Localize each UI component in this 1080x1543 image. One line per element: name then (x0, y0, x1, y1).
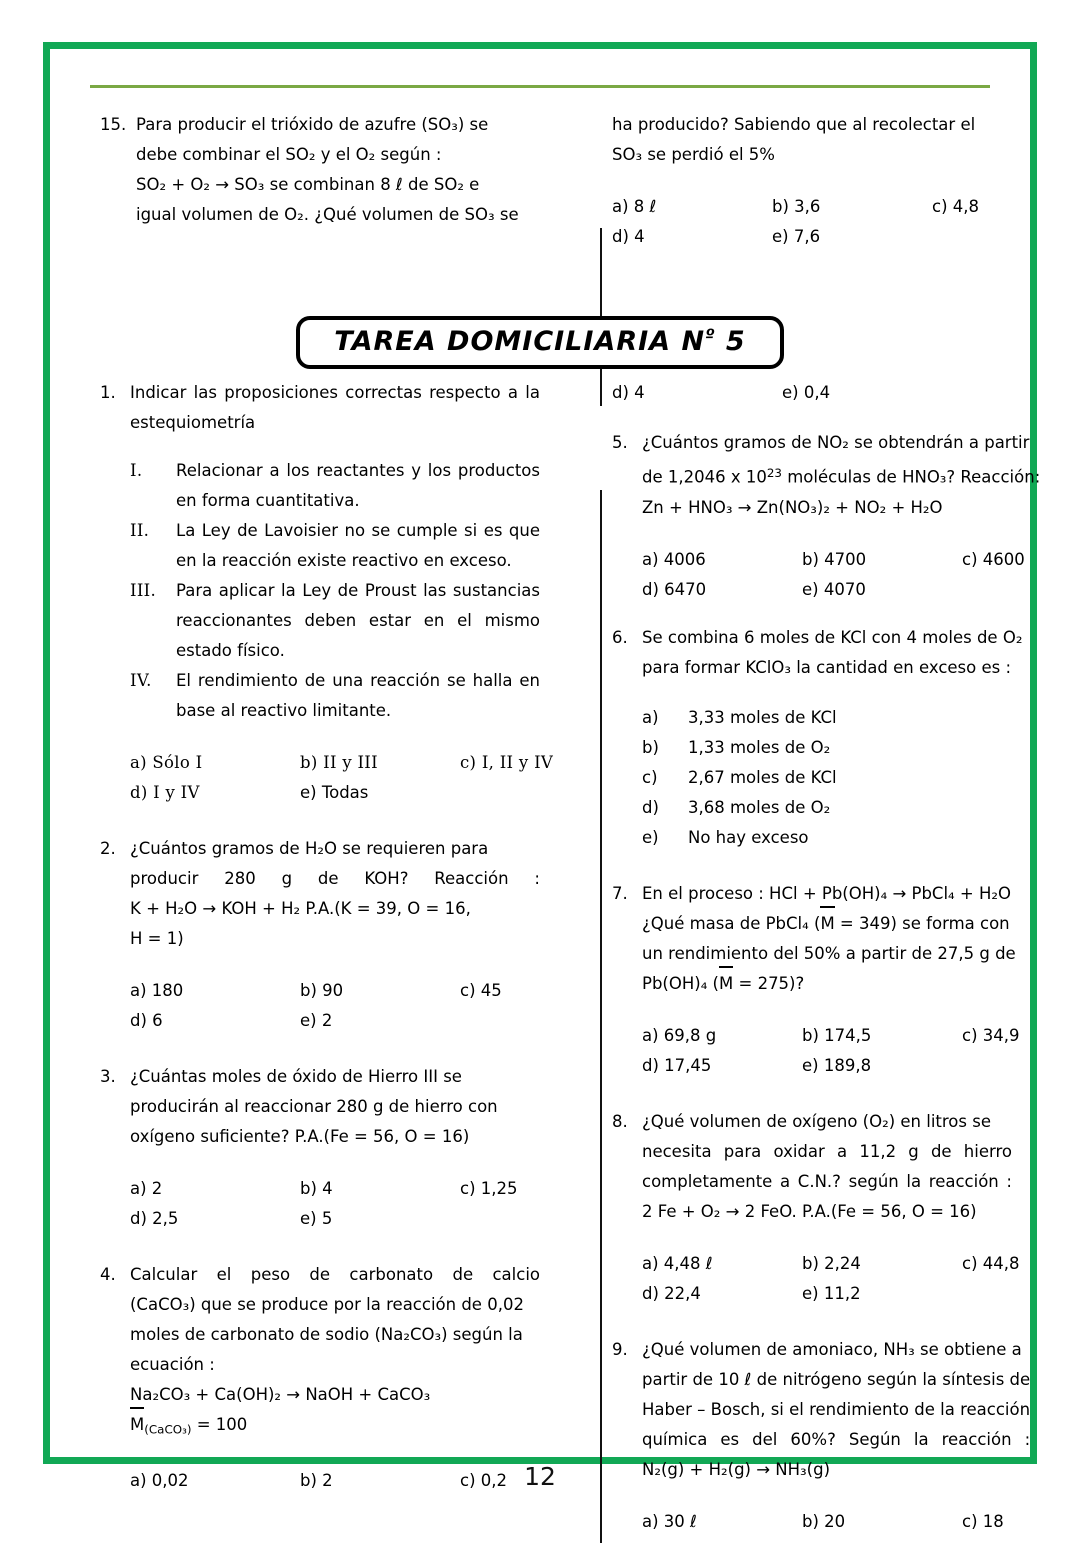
question-5-line2 (642, 458, 1040, 493)
proposition-ii-label: II. (130, 521, 150, 540)
option-d[interactable]: d) I y IV (130, 783, 200, 802)
question-4-line4: ecuación : (130, 1355, 215, 1374)
question-1-propositions (130, 456, 540, 726)
question-5 (612, 428, 1041, 605)
question-1-body (130, 378, 554, 808)
question-7-number: 7. (612, 883, 628, 903)
question-9-line1: ¿Qué volumen de amoniaco, NH₃ se obtiene a (642, 1339, 1022, 1359)
option-c[interactable]: c) I, II y IV (460, 753, 554, 772)
question-2 (100, 834, 540, 1036)
option-b[interactable]: b) II y III (300, 753, 378, 772)
question-8-line3: completamente a C.N.? según la reacción : (642, 1171, 1012, 1191)
molar-mass-symbol: M (820, 909, 834, 939)
option-a[interactable]: a) 4006 (642, 549, 706, 569)
question-3-number: 3. (100, 1067, 116, 1086)
option-e[interactable]: e) 0,4 (782, 383, 831, 402)
option-a[interactable]: a) 0,02 (130, 1471, 189, 1491)
question-4-line3: moles de carbonato de sodio (Na₂CO₃) según la (130, 1325, 523, 1344)
question-1-stem: Indicar las proposiciones correctas respecto a la estequiometría (130, 383, 540, 432)
question-5-options-row2 (642, 575, 1040, 605)
proposition-iii-label: III. (130, 581, 156, 600)
right-column (612, 378, 1041, 1543)
question-2-options-row2 (130, 1006, 540, 1036)
option-b-text: 1,33 moles de O₂ (688, 737, 831, 757)
question-2-options-row1 (130, 976, 540, 1006)
option-b[interactable]: b) 90 (300, 981, 344, 1000)
option-a[interactable]: a) 2 (130, 1179, 163, 1198)
question-7-line1: En el proceso : HCl + Pb(OH)₄ → PbCl₄ + H₂O (642, 883, 1011, 903)
option-e[interactable]: e) 4070 (802, 579, 866, 599)
question-4 (100, 1260, 540, 1496)
molar-mass-subscript: (CaCO₃) (144, 1422, 192, 1437)
top-right-column (612, 110, 1012, 252)
option-a[interactable]: a) 4,48 ℓ (642, 1253, 713, 1273)
option-e[interactable]: e) 189,8 (802, 1055, 872, 1075)
option-b[interactable]: b) 2 (300, 1471, 333, 1491)
option-b[interactable]: b) 4 (300, 1179, 333, 1198)
option-b[interactable]: b) 2,24 (802, 1253, 861, 1273)
question-7-line2a: ¿Qué masa de PbCl₄ ( (642, 913, 821, 933)
question-7-body (642, 879, 1020, 1081)
option-c[interactable]: c) 34,9 (962, 1025, 1020, 1045)
question-5-line1: ¿Cuántos gramos de NO₂ se obtendrán a partir (642, 433, 1030, 452)
question-3-line1: ¿Cuántas moles de óxido de Hierro III se (130, 1067, 462, 1086)
question-3-line2: producirán al reaccionar 280 g de hierro con (130, 1097, 498, 1116)
column-divider-bottom (600, 490, 602, 1543)
option-e-key: e) (642, 827, 659, 847)
option-d[interactable]: d) 6 (130, 1011, 163, 1030)
question-1-options-row2 (130, 778, 540, 808)
option-e[interactable]: e) Todas (300, 783, 369, 802)
question-9-options-row1 (642, 1507, 1030, 1537)
question-7-line3: un rendimiento del 50% a partir de 27,5 g de (642, 943, 1016, 963)
option-c-text: 2,67 moles de KCl (688, 767, 837, 787)
question-1 (100, 378, 554, 808)
question-9-line4: química es del 60%? Según la reacción : (642, 1429, 1031, 1449)
option-e[interactable]: e) 11,2 (802, 1283, 861, 1303)
question-6-line1: Se combina 6 moles de KCl con 4 moles de O₂ (642, 627, 1023, 647)
question-4-body (130, 1260, 540, 1496)
question-1-options-row1 (130, 748, 554, 778)
proposition-i-text: Relacionar a los reactantes y los productos en forma cuantitativa. (176, 461, 540, 510)
banner-number: 5 (715, 326, 746, 358)
option-d[interactable]: d) 4 (612, 227, 645, 246)
question-7-line2 (642, 909, 1016, 939)
question-9-line2: partir de 10 ℓ de nitrógeno según la síntesis de (642, 1369, 1031, 1389)
page-number: 12 (524, 1462, 556, 1491)
question-9-body (642, 1335, 1030, 1537)
section-banner (296, 316, 783, 369)
question-8-body (642, 1107, 1020, 1309)
question-7-line4a: Pb(OH)₄ ( (642, 973, 719, 993)
option-c[interactable]: c) 4,8 (932, 197, 979, 216)
question-3-options-row2 (130, 1204, 540, 1234)
option-b-key: b) (642, 737, 659, 757)
question-2-body (130, 834, 540, 1036)
question-6 (612, 623, 1023, 853)
question-1-number: 1. (100, 383, 116, 402)
question-4-options-row2 (612, 378, 1012, 408)
molar-mass-symbol-2: M (719, 969, 733, 999)
option-c[interactable]: c) 0,2 (460, 1471, 507, 1491)
banner-ordinal: º (705, 325, 716, 345)
question-15-continuation (612, 110, 1012, 252)
question-8-number: 8. (612, 1111, 628, 1131)
option-a-text: 3,33 moles de KCl (688, 707, 837, 727)
question-2-number: 2. (100, 839, 116, 858)
question-5-line3: Zn + HNO₃ → Zn(NO₃)₂ + NO₂ + H₂O (642, 497, 943, 517)
question-3-line3: oxígeno suficiente? P.A.(Fe = 56, O = 16) (130, 1127, 470, 1146)
question-3-options-row1 (130, 1174, 540, 1204)
question-15-line4: igual volumen de O₂. ¿Qué volumen de SO₃ se (136, 205, 519, 224)
question-5-exponent: 23 (766, 466, 782, 480)
question-7-line2b: = 349) se forma con (834, 913, 1010, 933)
question-5-options-row1 (642, 545, 1040, 575)
option-d[interactable]: d) 2,5 (130, 1209, 179, 1228)
question-8-options-row2 (642, 1279, 1012, 1309)
option-d[interactable]: d) 6470 (642, 579, 707, 599)
option-a-key: a) (642, 707, 659, 727)
question-15-number: 15. (100, 115, 127, 134)
page-content (60, 110, 1041, 1531)
option-c[interactable]: c) 4600 (962, 549, 1025, 569)
question-5-body (642, 428, 1040, 605)
question-2-line4: H = 1) (130, 929, 184, 948)
question-5-line2b: moléculas de HNO₃? Reacción: (781, 467, 1041, 487)
question-15 (100, 110, 540, 230)
option-c-key: c) (642, 767, 658, 787)
option-d-text: 3,68 moles de O₂ (688, 797, 831, 817)
option-a[interactable]: a) 30 ℓ (642, 1511, 697, 1531)
question-9-number: 9. (612, 1339, 628, 1359)
question-15-options-row2 (612, 222, 1012, 252)
option-d[interactable]: d) 22,4 (642, 1283, 701, 1303)
option-e[interactable]: e) 2 (300, 1011, 333, 1030)
question-4-molar-mass (130, 1410, 540, 1444)
proposition-i-label: I. (130, 461, 143, 480)
question-7-line4b: = 275)? (733, 973, 805, 993)
question-5-line2a: de 1,2046 x 10 (642, 467, 767, 487)
question-7-options-row2 (642, 1051, 1016, 1081)
question-5-number: 5. (612, 433, 628, 452)
option-a[interactable]: a) Sólo I (130, 753, 203, 772)
proposition-i (130, 456, 540, 516)
question-6-number: 6. (612, 627, 628, 647)
option-c[interactable]: c) 18 (962, 1511, 1004, 1531)
question-15-cont-line2: SO₃ se perdió el 5% (612, 145, 775, 164)
option-d-key: d) (642, 797, 659, 817)
banner-text: TAREA DOMICILIARIA N (334, 326, 706, 358)
option-b[interactable]: b) 3,6 (772, 197, 821, 216)
proposition-ii-text: La Ley de Lavoisier no se cumple si es que en la reacción existe reactivo en exceso. (176, 521, 540, 570)
option-a[interactable]: a) 180 (130, 981, 184, 1000)
proposition-iii-text: Para aplicar la Ley de Proust las sustancias reaccionantes deben estar en el mismo estado físico. (176, 581, 540, 660)
molar-mass-symbol: M (130, 1410, 144, 1440)
question-15-line3: SO₂ + O₂ → SO₃ se combinan 8 ℓ de SO₂ e (136, 175, 480, 194)
question-8-options-row1 (642, 1249, 1020, 1279)
proposition-iv-label: IV. (130, 671, 152, 690)
proposition-iv-text: El rendimiento de una reacción se halla en base al reactivo limitante. (176, 671, 540, 720)
option-c[interactable] (642, 763, 1022, 793)
header-rule (90, 85, 990, 88)
question-6-line2: para formar KClO₃ la cantidad en exceso es : (642, 657, 1012, 677)
question-15-line2: debe combinar el SO₂ y el O₂ según : (136, 145, 442, 164)
question-9-equation: N₂(g) + H₂(g) → NH₃(g) (642, 1459, 831, 1479)
left-column (100, 378, 554, 1502)
question-3 (100, 1062, 540, 1234)
question-7 (612, 879, 1020, 1081)
option-e[interactable]: e) 7,6 (772, 227, 821, 246)
question-4-line1: Calcular el peso de carbonato de calcio (130, 1265, 540, 1284)
question-9-line3: Haber – Bosch, si el rendimiento de la reacción (642, 1399, 1031, 1419)
option-a[interactable]: a) 69,8 g (642, 1025, 717, 1045)
question-2-line1: ¿Cuántos gramos de H₂O se requieren para (130, 839, 489, 858)
question-8-line1: ¿Qué volumen de oxígeno (O₂) en litros se (642, 1111, 991, 1131)
question-8-line2: necesita para oxidar a 11,2 g de hierro (642, 1141, 1012, 1161)
question-8 (612, 1107, 1020, 1309)
option-d[interactable]: d) 4 (612, 383, 645, 402)
option-b[interactable]: b) 20 (802, 1511, 846, 1531)
proposition-iii (130, 576, 540, 666)
question-6-body (642, 623, 1022, 853)
question-8-line4: 2 Fe + O₂ → 2 FeO. P.A.(Fe = 56, O = 16) (642, 1201, 977, 1221)
question-4-number: 4. (100, 1265, 116, 1284)
proposition-iv (130, 666, 540, 726)
question-2-line3: K + H₂O → KOH + H₂ P.A.(K = 39, O = 16, (130, 899, 471, 918)
question-4-equation: Na₂CO₃ + Ca(OH)₂ → NaOH + CaCO₃ (130, 1385, 431, 1404)
option-d[interactable] (642, 793, 1022, 823)
option-b[interactable] (642, 733, 1022, 763)
question-15-line1: Para producir el trióxido de azufre (SO₃) se (136, 115, 489, 134)
option-e[interactable]: e) 5 (300, 1209, 333, 1228)
question-9 (612, 1335, 1031, 1537)
option-e[interactable] (642, 823, 1022, 853)
question-2-line2: producir 280 g de KOH? Reacción : (130, 869, 540, 888)
option-b[interactable]: b) 4700 (802, 549, 867, 569)
option-a[interactable]: a) 8 ℓ (612, 197, 657, 216)
option-e-text: No hay exceso (688, 827, 809, 847)
question-7-line4 (642, 969, 1016, 999)
section-banner-wrap (60, 316, 1020, 369)
option-c[interactable]: c) 44,8 (962, 1253, 1020, 1273)
question-3-body (130, 1062, 540, 1234)
top-left-column (100, 110, 540, 236)
option-c[interactable]: c) 1,25 (460, 1179, 518, 1198)
option-c[interactable]: c) 45 (460, 981, 502, 1000)
question-15-cont-line1: ha producido? Sabiendo que al recolectar el (612, 115, 976, 134)
question-6-options (642, 703, 1022, 853)
proposition-ii (130, 516, 540, 576)
option-d[interactable]: d) 17,45 (642, 1055, 712, 1075)
option-b[interactable]: b) 174,5 (802, 1025, 872, 1045)
option-a[interactable] (642, 703, 1022, 733)
question-7-options-row1 (642, 1021, 1020, 1051)
question-15-body (136, 110, 540, 230)
molar-mass-value: = 100 (191, 1415, 248, 1434)
question-4-line2: (CaCO₃) que se produce por la reacción de 0,02 (130, 1295, 524, 1314)
question-15-options-row1 (612, 192, 1012, 222)
